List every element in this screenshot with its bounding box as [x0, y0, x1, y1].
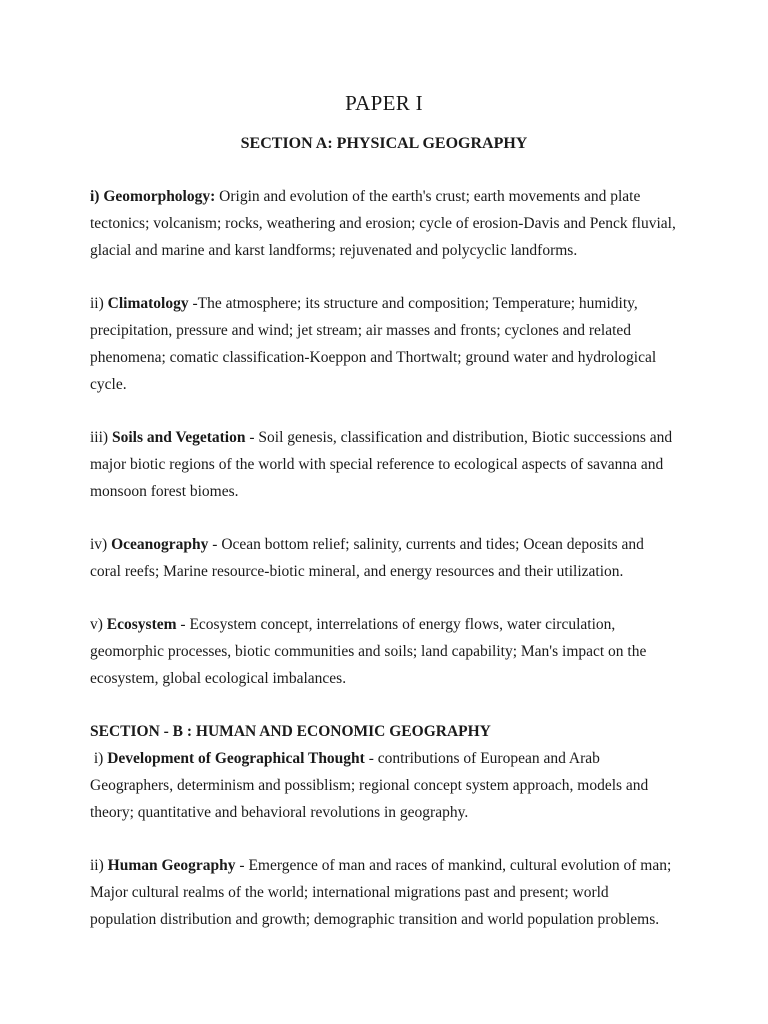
section-b-heading: SECTION - B : HUMAN AND ECONOMIC GEOGRAPHY — [90, 723, 491, 740]
item-text: - Ecosystem concept, interrelations of energy flows, water circulation, geomorphic processes, biotic communities and soils; land capability; Man's impact on the ecosystem, global ecological imbalances. — [90, 616, 651, 687]
paragraph-geographical-thought — [90, 745, 678, 826]
item-topic: Ecosystem — [106, 616, 177, 633]
paragraph-ecosystem — [90, 611, 678, 692]
item-prefix: ii) — [90, 295, 108, 312]
item-prefix: v) — [90, 616, 107, 633]
item-text: - Ocean bottom relief; salinity, currents and tides; Ocean deposits and coral reefs; Marine resource-biotic mineral, and energy resources and their utilization. — [90, 536, 648, 580]
item-prefix: iv) — [90, 536, 112, 553]
item-text: - Emergence of man and races of mankind, cultural evolution of man; Major cultural realms of the world; international migrations past and present; world population distribution and growth; demographic transition and world population problems. — [90, 857, 676, 928]
item-prefix: iii) — [90, 429, 112, 446]
item-topic: Development of Geographical Thought — [107, 750, 365, 767]
item-topic: Human Geography — [107, 857, 236, 874]
paragraph-soils-vegetation — [90, 424, 678, 505]
paragraph-human-geography — [90, 852, 678, 933]
item-topic: i) Geomorphology: — [90, 188, 216, 205]
item-topic: Soils and Vegetation — [111, 429, 246, 446]
paragraph-climatology — [90, 290, 678, 398]
item-topic: Oceanography — [111, 536, 209, 553]
item-text: Origin and evolution of the earth's crust; earth movements and plate tectonics; volcanism; rocks, weathering and erosion; cycle of erosion-Davis and Penck fluvial, glacial and marine and karst landforms; rejuvenated and polycyclic landforms. — [90, 188, 680, 259]
item-prefix: i) — [90, 750, 108, 767]
paper-title: PAPER I — [345, 91, 423, 115]
item-prefix: ii) — [90, 857, 108, 874]
item-text: - Soil genesis, classification and distribution, Biotic successions and major biotic regions of the world with special reference to ecological aspects of savanna and monsoon forest biomes. — [90, 429, 676, 500]
item-topic: Climatology — [107, 295, 189, 312]
item-text: -The atmosphere; its structure and composition; Temperature; humidity, precipitation, pressure and wind; jet stream; air masses and fronts; cyclones and related phenomena; comatic classification-Koeppon and Thortwalt; ground water and hydrological cycle. — [90, 295, 661, 393]
section-a-heading: SECTION A: PHYSICAL GEOGRAPHY — [240, 135, 528, 152]
paragraph-oceanography — [90, 531, 678, 585]
paragraph-geomorphology — [90, 183, 678, 264]
item-text: - contributions of European and Arab Geographers, determinism and possiblism; regional concept system approach, models and theory; quantitative and behavioral revolutions in geography. — [90, 750, 653, 821]
